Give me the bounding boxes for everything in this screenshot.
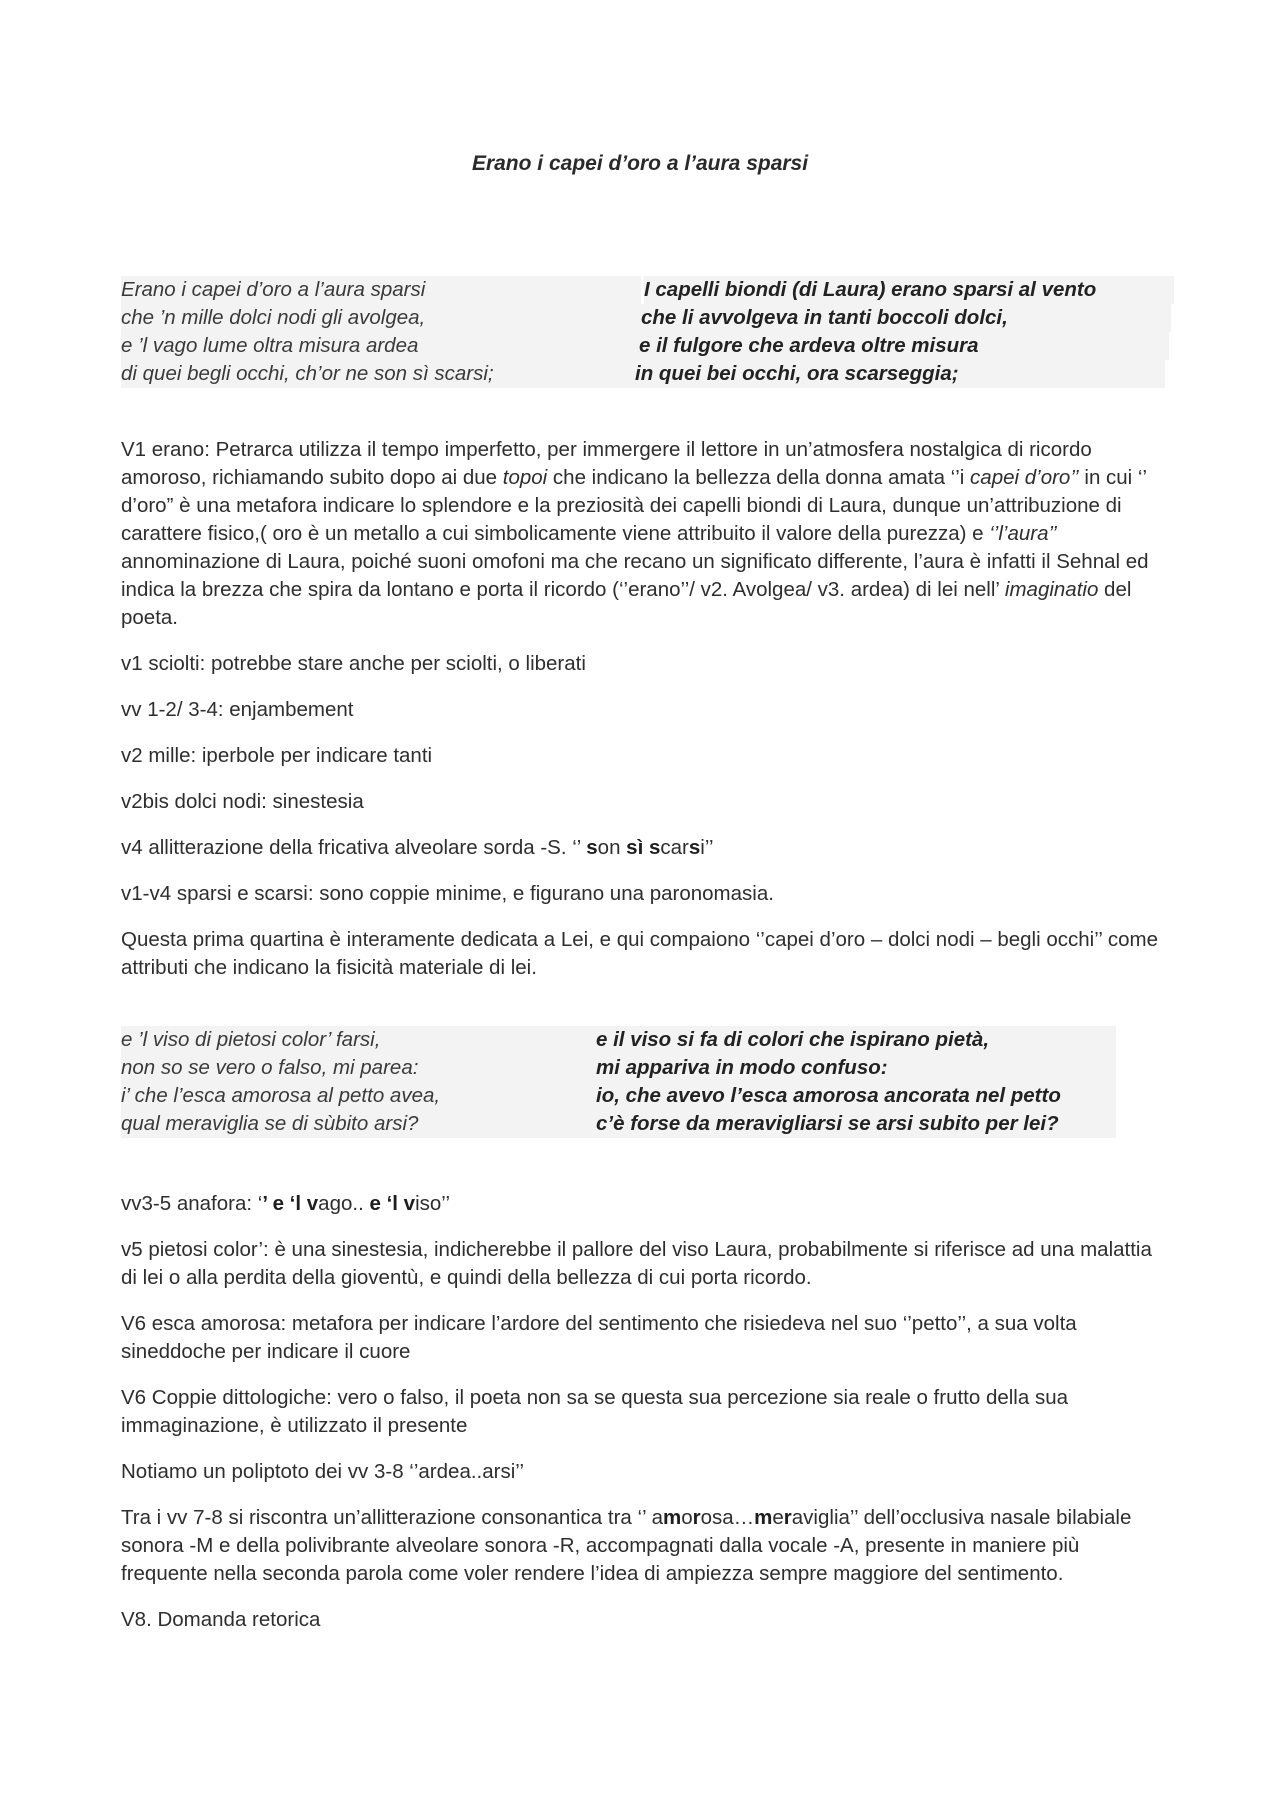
original-verse: di quei begli occhi, ch’or ne son sì scarsi; bbox=[121, 360, 641, 388]
second-quatrain-notes bbox=[121, 1190, 1161, 1652]
note-quartina: Questa prima quartina è interamente dedicata a Lei, e qui compaiono ‘’capei d’oro – dolci nodi – begli occhi’’ come attributi che indicano la fisicità materiale di lei. bbox=[121, 928, 1159, 979]
original-verse: e ’l viso di pietosi color’ farsi, bbox=[121, 1026, 601, 1054]
original-verse: qual meraviglia se di sùbito arsi? bbox=[121, 1110, 601, 1138]
verse-row bbox=[121, 304, 1171, 332]
note-mille: v2 mille: iperbole per indicare tanti bbox=[121, 744, 433, 767]
verse-row bbox=[121, 1082, 1171, 1110]
verse-row bbox=[121, 1026, 1171, 1054]
note-enjambement: vv 1-2/ 3-4: enjambement bbox=[121, 698, 354, 721]
paraphrase-verse: e il fulgore che ardeva oltre misura bbox=[639, 332, 1169, 360]
note-paronomasia: v1-v4 sparsi e scarsi: sono coppie minime, e figurano una paronomasia. bbox=[121, 882, 774, 905]
original-verse: e ’l vago lume oltra misura ardea bbox=[121, 332, 641, 360]
paraphrase-verse: c’è forse da meravigliarsi se arsi subito per lei? bbox=[596, 1110, 1116, 1138]
note-v8: V8. Domanda retorica bbox=[121, 1608, 321, 1631]
original-verse: Erano i capei d’oro a l’aura sparsi bbox=[121, 276, 641, 304]
verse-row bbox=[121, 1054, 1171, 1082]
poem-title: Erano i capei d’oro a l’aura sparsi bbox=[471, 152, 809, 175]
note-dolci-nodi: v2bis dolci nodi: sinestesia bbox=[121, 790, 364, 813]
note-v4: v4 allitterazione della fricativa alveolare sorda -S. ‘’ son sì scarsi’’ bbox=[121, 836, 714, 859]
paraphrase-verse: io, che avevo l’esca amorosa ancorata nel petto bbox=[596, 1082, 1116, 1110]
note-poliptoto: Notiamo un poliptoto dei vv 3-8 ‘’ardea..arsi’’ bbox=[121, 1460, 525, 1483]
note-v5: v5 pietosi color’: è una sinestesia, indicherebbe il pallore del viso Laura, probabilmente si riferisce ad una malattia di lei o alla perdita della gioventù, e quindi della bellezza di cui porta ricordo. bbox=[121, 1238, 1152, 1289]
first-quatrain bbox=[121, 276, 1171, 388]
original-verse: che ’n mille dolci nodi gli avolgea, bbox=[121, 304, 641, 332]
note-sciolti: v1 sciolti: potrebbe stare anche per sciolti, o liberati bbox=[121, 652, 586, 675]
note-v6-coppie: V6 Coppie dittologiche: vero o falso, il poeta non sa se questa sua percezione sia reale o frutto della sua immaginazione, è utilizzato il presente bbox=[121, 1386, 1069, 1437]
paraphrase-verse: che li avvolgeva in tanti boccoli dolci, bbox=[641, 304, 1171, 332]
verse-row bbox=[121, 276, 1171, 304]
verse-row bbox=[121, 332, 1171, 360]
paraphrase-verse: mi appariva in modo confuso: bbox=[596, 1054, 1116, 1082]
verse-row bbox=[121, 1110, 1171, 1138]
note-v6-esca: V6 esca amorosa: metafora per indicare l’ardore del sentimento che risiedeva nel suo ‘’petto’’, a sua volta sineddoche per indicare il cuore bbox=[121, 1312, 1077, 1363]
verse-row bbox=[121, 360, 1171, 388]
original-verse: i’ che l’esca amorosa al petto avea, bbox=[121, 1082, 601, 1110]
first-quatrain-notes bbox=[121, 436, 1161, 1000]
note-v1: V1 erano: Petrarca utilizza il tempo imperfetto, per immergere il lettore in un’atmosfera nostalgica di ricordo amoroso, richiamando subito dopo ai due topoi che indicano la bellezza della donna amata ‘’i capei d’oro’’ in cui ‘’ d’oro” è una metafora indicare lo splendore e la preziosità dei capelli biondi di Laura, dunque un’attribuzione di carattere fisico,( oro è un metallo a cui simbolicamente viene attribuito il valore della purezza) e ‘’l’aura’’ annominazione di Laura, poiché suoni omofoni ma che recano un significato differente, l’aura è infatti il Sehnal ed indica la brezza che spira da lontano e porta il ricordo (‘’erano’’/ v2. Avolgea/ v3. ardea) di lei nell’ imaginatio del poeta. bbox=[121, 438, 1149, 629]
note-allitterazione: Tra i vv 7-8 si riscontra un’allitterazione consonantica tra ‘’ amorosa…meraviglia’’ dell’occlusiva nasale bilabiale sonora -M e della polivibrante alveolare sonora -R, accompagnati dalla vocale -A, presente in maniere più frequente nella seconda parola come voler rendere l’idea di ampiezza sempre maggiore del sentimento. bbox=[121, 1506, 1132, 1585]
original-verse: non so se vero o falso, mi parea: bbox=[121, 1054, 601, 1082]
paraphrase-verse: in quei bei occhi, ora scarseggia; bbox=[635, 360, 1165, 388]
paraphrase-verse: e il viso si fa di colori che ispirano pietà, bbox=[596, 1026, 1116, 1054]
second-quatrain bbox=[121, 1026, 1171, 1138]
note-anafora: vv3-5 anafora: ‘’ e ‘l vago.. e ‘l viso’’ bbox=[121, 1192, 451, 1215]
paraphrase-verse: I capelli biondi (di Laura) erano sparsi al vento bbox=[644, 276, 1174, 304]
